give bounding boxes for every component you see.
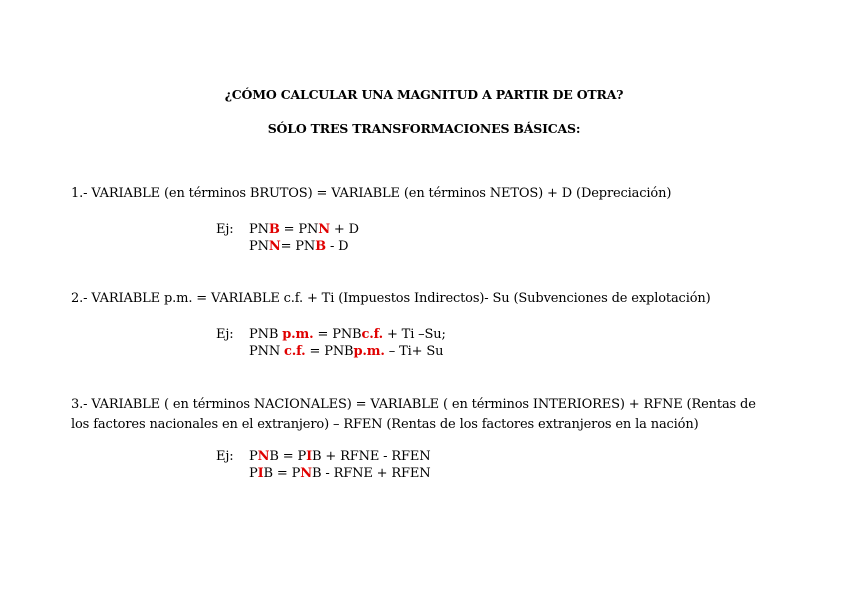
highlight: N bbox=[268, 239, 281, 254]
highlight: c.f. bbox=[361, 327, 383, 342]
example-3-line-2: PIB = PNB - RFNE + RFEN bbox=[249, 466, 431, 481]
example-1-line-2: PNN= PNB - D bbox=[249, 239, 349, 254]
example-1-lines bbox=[249, 221, 359, 255]
highlight: I bbox=[257, 466, 264, 481]
main-title: ¿CÓMO CALCULAR UNA MAGNITUD A PARTIR DE OTRA? bbox=[224, 87, 624, 102]
highlight: p.m. bbox=[282, 327, 314, 342]
rule-3-text: 3.- VARIABLE ( en términos NACIONALES) = VARIABLE ( en términos INTERIORES) + RFNE (Rentas de los factores nacionales en el extranjero) – RFEN (Rentas de los factores extranjeros en la nación) bbox=[71, 397, 756, 432]
highlight: I bbox=[306, 449, 312, 464]
rule-2-text: 2.- VARIABLE p.m. = VARIABLE c.f. + Ti (Impuestos Indirectos)- Su (Subvenciones de explotación) bbox=[71, 291, 711, 306]
subtitle: SÓLO TRES TRANSFORMACIONES BÁSICAS: bbox=[267, 121, 581, 136]
highlight: N bbox=[257, 449, 270, 464]
example-2-lines bbox=[249, 326, 446, 360]
highlight: N bbox=[318, 222, 330, 237]
example-label: Ej: bbox=[216, 222, 234, 237]
example-label: Ej: bbox=[216, 449, 234, 464]
example-3-lines bbox=[249, 448, 430, 482]
highlight: B bbox=[315, 239, 326, 254]
example-label: Ej: bbox=[216, 327, 234, 342]
highlight: p.m. bbox=[353, 344, 385, 359]
highlight: B bbox=[268, 222, 280, 237]
example-1-line-1: PNB = PNN + D bbox=[249, 222, 359, 237]
example-2-line-2: PNN c.f. = PNBp.m. – Ti+ Su bbox=[249, 344, 444, 359]
highlight: N bbox=[300, 466, 312, 481]
example-2-line-1: PNB p.m. = PNBc.f. + Ti –Su; bbox=[249, 327, 446, 342]
example-3-line-1: PNB = PIB + RFNE - RFEN bbox=[249, 449, 431, 464]
rule-1-text: 1.- VARIABLE (en términos BRUTOS) = VARIABLE (en términos NETOS) + D (Depreciación) bbox=[71, 186, 672, 201]
highlight: c.f. bbox=[284, 344, 306, 359]
